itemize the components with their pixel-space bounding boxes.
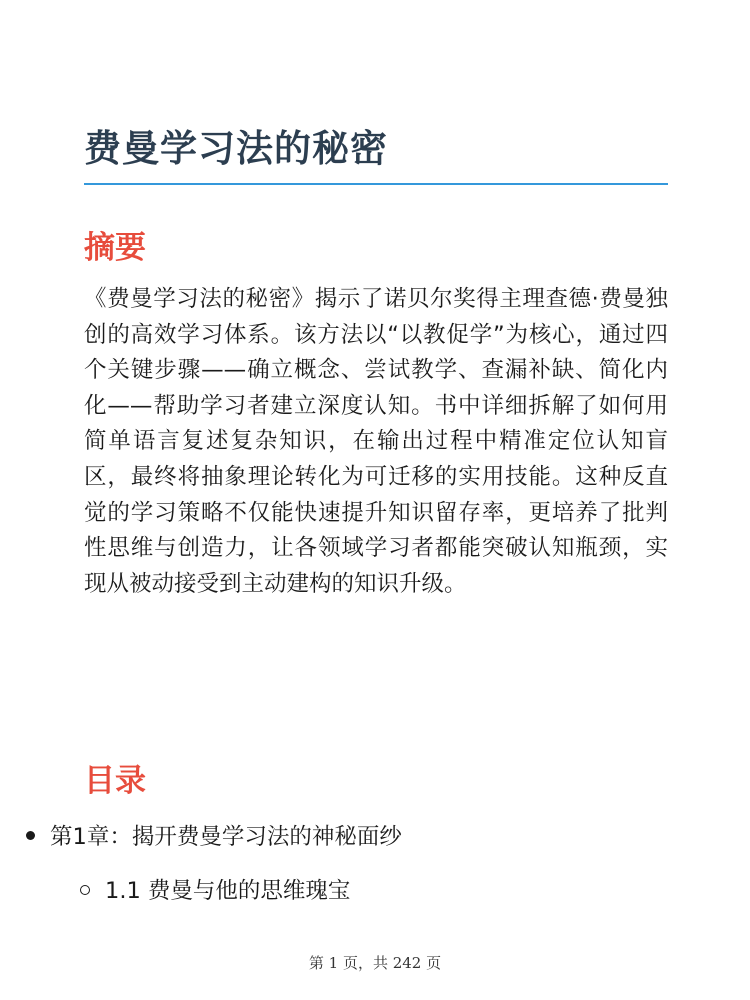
summary-heading: 摘要 [84,230,146,266]
toc-item-chapter-1[interactable] [26,822,402,852]
page-number-footer: 第 1 页，共 242 页 [308,954,442,972]
toc-item-label: 1.1 费曼与他的思维瑰宝 [105,878,351,904]
toc-item-section-1-1[interactable] [80,876,350,906]
document-title: 费曼学习法的秘密 [84,127,388,170]
summary-text: 《费曼学习法的秘密》揭示了诺贝尔奖得主理查德·费曼独创的高效学习体系。该方法以“以教促学”为核心，通过四个关键步骤——确立概念、尝试教学、查漏补缺、简化内化——帮助学习者建立深度认知。书中详细拆解了如何用简单语言复述复杂知识，在输出过程中精准定位认知盲区，最终将抽象理论转化为可迁移的实用技能。这种反直觉的学习策略不仅能快速提升知识留存率，更培养了批判性思维与创造力，让各领域学习者都能突破认知瓶颈，实现从被动接受到主动建构的知识升级。 [84,286,668,597]
bullet-disc-icon [26,831,35,840]
bullet-circle-icon [80,885,90,895]
toc-heading: 目录 [84,763,146,799]
title-divider [84,183,668,185]
toc-item-label: 第1章：揭开费曼学习法的神秘面纱 [50,824,402,850]
